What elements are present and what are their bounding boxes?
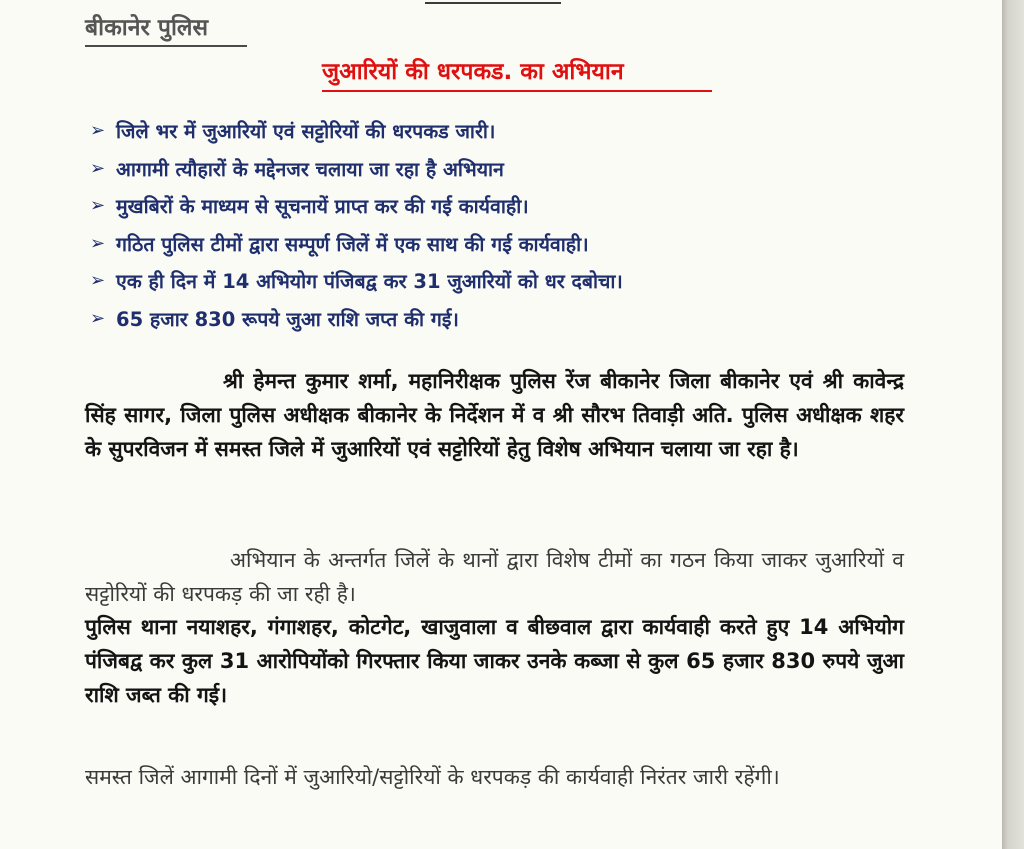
- top-rule: [425, 2, 561, 4]
- headline: जुआरियों की धरपकड. का अभियान: [322, 59, 624, 85]
- headline-underline: [322, 90, 712, 92]
- arrow-bullet-icon: ➢: [90, 120, 106, 142]
- arrow-bullet-icon: ➢: [90, 270, 106, 292]
- organization-header: बीकानेर पुलिस: [85, 15, 209, 41]
- organization-underline: [85, 45, 247, 47]
- bullet-item: [90, 112, 950, 150]
- bullet-list: [90, 112, 950, 337]
- bullet-text: 65 हजार 830 रूपये जुआ राशि जप्त की गई।: [116, 307, 459, 331]
- bullet-text: जिले भर में जुआरियों एवं सट्टोरियों की धरपकड जारी।: [116, 120, 496, 144]
- body-paragraph-2: अभियान के अन्तर्गत जिलें के थानों द्वारा विशेष टीमों का गठन किया जाकर जुआरियों व सट्टोरियों की धरपकड़ की जा रही है।: [85, 548, 904, 606]
- bullet-text: आगामी त्यौहारों के मद्देनजर चलाया जा रहा है अभियान: [116, 157, 504, 181]
- bullet-text: एक ही दिन में 14 अभियोग पंजिबद्व कर 31 जुआरियों को धर दबोचा।: [116, 270, 623, 294]
- page-edge-shadow: [1002, 0, 1024, 849]
- bullet-text: गठित पुलिस टीमों द्वारा सम्पूर्ण जिलें में एक साथ की गई कार्यवाही।: [116, 232, 589, 256]
- arrow-bullet-icon: ➢: [90, 232, 106, 254]
- body-paragraph-3: पुलिस थाना नयाशहर, गंगाशहर, कोटगेट, खाजुवाला व बीछवाल द्वारा कार्यवाही करते हुए 14 अभियोग पंजिबद्व कर कुल 31 आरोपियोंको गिरफ्तार किया जाकर उनके कब्जा से कुल 65 हजार 830 रुपये जुआ राशि जब्त की गई।: [85, 615, 904, 707]
- bullet-item: [90, 262, 950, 300]
- body-paragraph-1: श्री हेमन्त कुमार शर्मा, महानिरीक्षक पुलिस रेंज बीकानेर जिला बीकानेर एवं श्री कावेन्द्र सिंह सागर, जिला पुलिस अधीक्षक बीकानेर के निर्देशन में व श्री सौरभ तिवाड़ी अति. पुलिस अधीक्षक शहर के सुपरविजन में समस्त जिले में जुआरियों एवं सट्टोरियों हेतु विशेष अभियान चलाया जा रहा है।: [85, 369, 904, 461]
- bullet-item: [90, 225, 950, 263]
- arrow-bullet-icon: ➢: [90, 307, 106, 329]
- body-paragraph-4: समस्त जिलें आगामी दिनों में जुआरियो/सट्टोरियों के धरपकड़ की कार्यवाही निरंतर जारी रहेंगी।: [85, 765, 780, 789]
- bullet-item: [90, 187, 950, 225]
- bullet-item: [90, 150, 950, 188]
- arrow-bullet-icon: ➢: [90, 195, 106, 217]
- bullet-text: मुखबिरों के माध्यम से सूचनायें प्राप्त कर की गई कार्यवाही।: [116, 195, 529, 219]
- arrow-bullet-icon: ➢: [90, 157, 106, 179]
- bullet-item: [90, 300, 950, 338]
